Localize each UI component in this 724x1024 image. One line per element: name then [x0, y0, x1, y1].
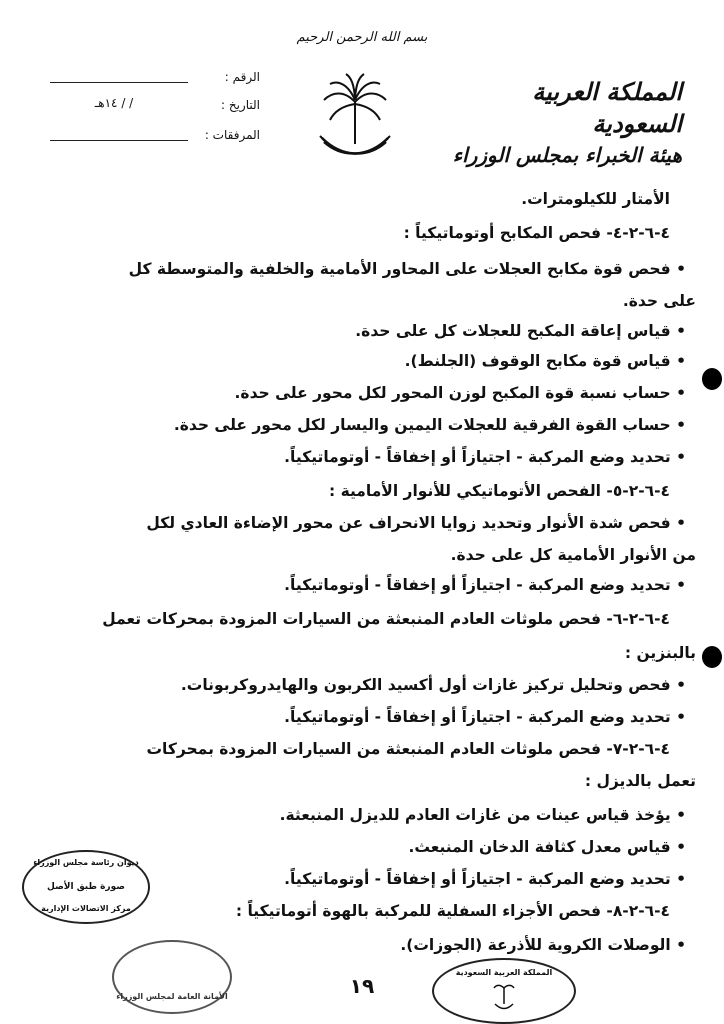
- punch-hole-mark: [702, 368, 722, 390]
- section-heading: ٤-٦-٢-٥- الفحص الأتوماتيكي للأنوار الأمامية :: [328, 482, 670, 500]
- bullet-item: • حساب القوة الفرقية للعجلات اليمين واليسار لكل محور على حدة.: [173, 416, 686, 434]
- basmala: بسم الله الرحمن الرحيم: [296, 30, 428, 45]
- bullet-item: • قياس معدل كثافة الدخان المنبعث.: [408, 838, 686, 856]
- punch-hole-mark: [702, 646, 722, 668]
- certified-copy-stamp: [22, 850, 150, 924]
- bullet-item: • قياس قوة مكابح الوقوف (الجلنط).: [404, 352, 686, 370]
- text-line: بالبنزين :: [624, 644, 696, 662]
- text-line: على حدة.: [622, 292, 696, 310]
- text-line: من الأنوار الأمامية كل على حدة.: [450, 546, 696, 564]
- stamp-text-bottom: مركز الاتصالات الإدارية: [41, 904, 131, 913]
- stamp-text-bottom: الأمانة العامة لمجلس الوزراء: [116, 992, 228, 1001]
- bullet-item: • تحديد وضع المركبة - اجتيازاً أو إخفاقاً - أوتوماتيكياً.: [284, 448, 686, 466]
- section-heading: ٤-٦-٢-٤- فحص المكابح أوتوماتيكياً :: [403, 224, 670, 242]
- stamp-text-top: المملكة العربية السعودية: [455, 968, 553, 977]
- bullet-item: • تحديد وضع المركبة - اجتيازاً أو إخفاقاً - أوتوماتيكياً.: [284, 576, 686, 594]
- text-line: تعمل بالديزل :: [584, 772, 696, 790]
- number-label: الرقم :: [224, 70, 260, 84]
- attachments-label: المرفقات :: [204, 128, 260, 142]
- bullet-item: • فحص قوة مكابح العجلات على المحاور الأمامية والخلفية والمتوسطة كل: [128, 260, 686, 278]
- bullet-item: • فحص وتحليل تركيز غازات أول أكسيد الكربون والهايدروكربونات.: [180, 676, 686, 694]
- bullet-item: • تحديد وضع المركبة - اجتيازاً أو إخفاقاً - أوتوماتيكياً.: [284, 708, 686, 726]
- text-line: الأمتار للكيلومترات.: [521, 190, 670, 208]
- stamp-text-top: ديوان رئاسة مجلس الوزراء: [33, 858, 139, 867]
- bullet-item: • حساب نسبة قوة المكبح لوزن المحور لكل محور على حدة.: [234, 384, 686, 402]
- bullet-item: • الوصلات الكروية للأذرعة (الجوزات).: [400, 936, 686, 954]
- section-heading: ٤-٦-٢-٨- فحص الأجزاء السفلية للمركبة بالهوة أتوماتيكياً :: [235, 902, 670, 920]
- bullet-item: • قياس إعاقة المكبح للعجلات كل على حدة.: [355, 322, 686, 340]
- org-name-line2: هيئة الخبراء بمجلس الوزراء: [452, 143, 682, 167]
- date-value: / / ١٤هـ: [94, 96, 134, 110]
- section-heading: ٤-٦-٢-٦- فحص ملوثات العادم المنبعثة من السيارات المزودة بمحركات تعمل: [102, 610, 670, 628]
- stamp-text-mid: صورة طبق الأصل: [47, 882, 125, 892]
- page-number: ١٩: [349, 974, 375, 998]
- bullet-item: • فحص شدة الأنوار وتحديد زوايا الانحراف عن محور الإضاءة العادي لكل: [146, 514, 686, 532]
- bullet-item: • يؤخذ قياس عينات من غازات العادم للديزل المنبعثة.: [279, 806, 686, 824]
- section-heading: ٤-٦-٢-٧- فحص ملوثات العادم المنبعثة من السيارات المزودة بمحركات: [146, 740, 670, 758]
- bullet-item: • تحديد وضع المركبة - اجتيازاً أو إخفاقاً - أوتوماتيكياً.: [284, 870, 686, 888]
- org-name-line1: المملكة العربية السعودية: [532, 77, 682, 138]
- date-label: التاريخ :: [220, 98, 260, 112]
